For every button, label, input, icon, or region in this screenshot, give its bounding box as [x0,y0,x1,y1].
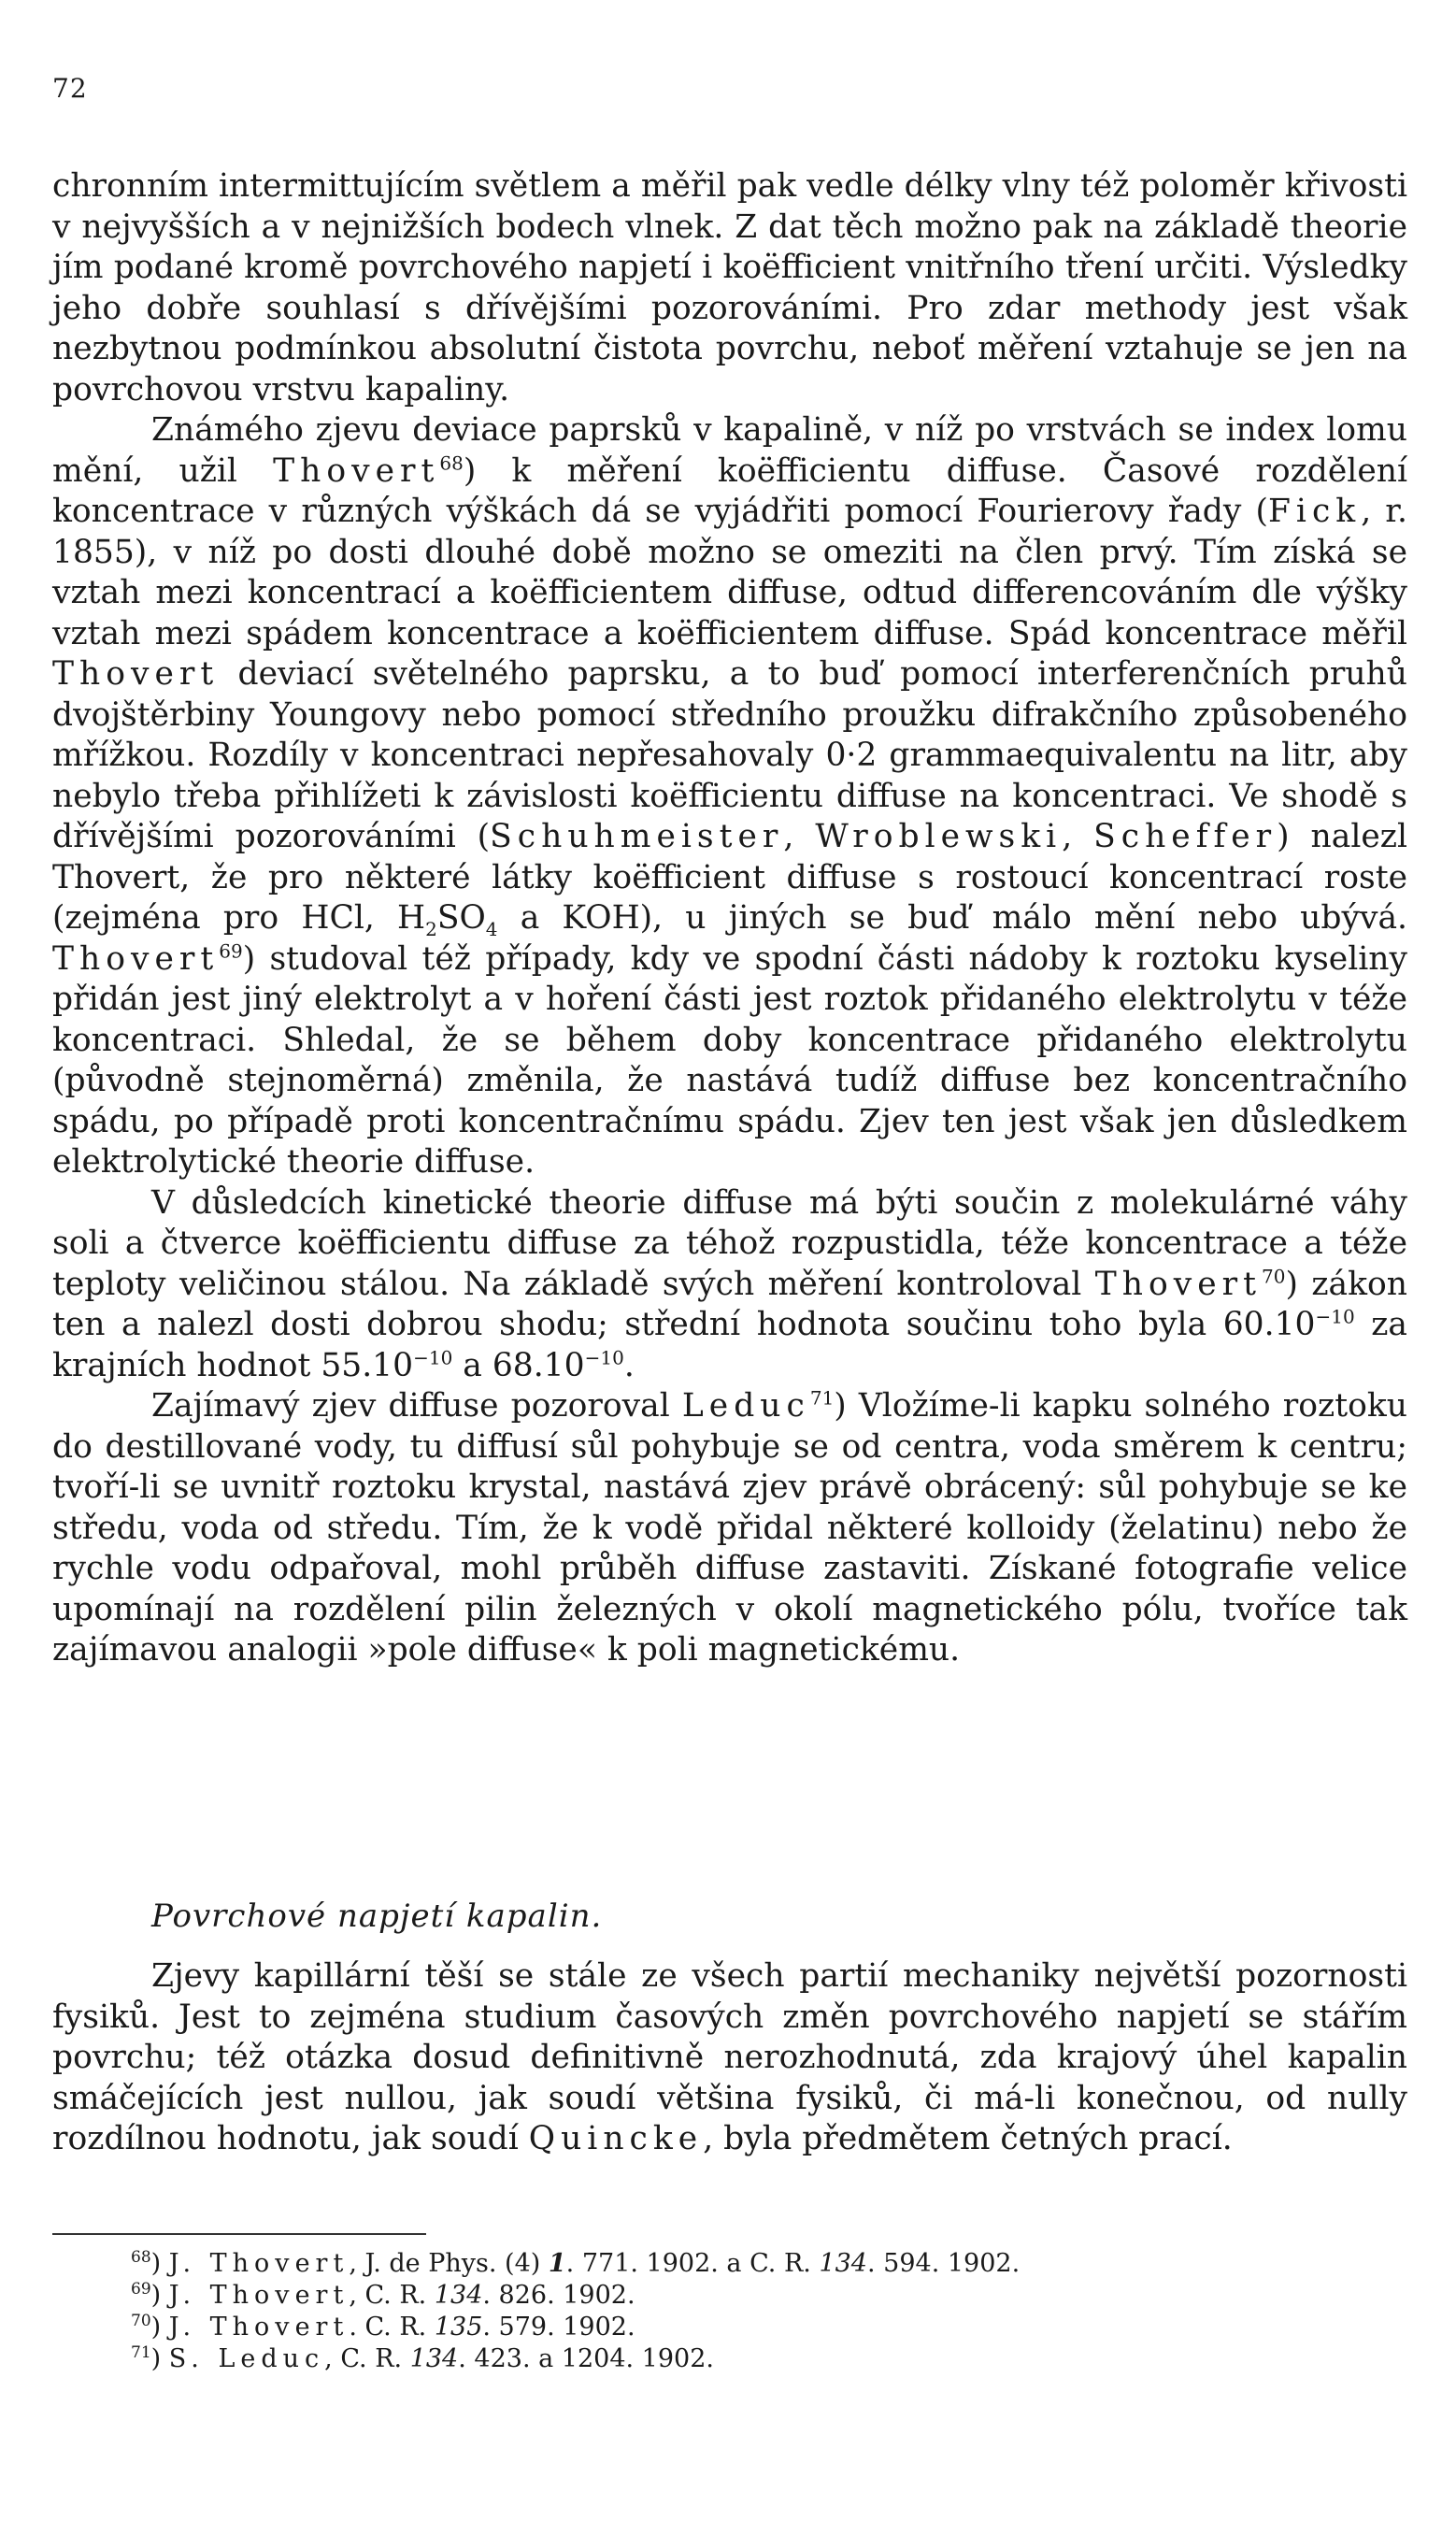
footnote-text: , C. R. [349,2281,435,2310]
footnote-text: . 826. 1902. [482,2281,635,2310]
author-name: Quincke [528,2120,704,2157]
footnote: $^{68}$) J. Thovert, J. de Phys. (4) 1. 771. 1902. a C. R. 134. 594. 1902. [131,2248,1021,2278]
paragraph-text: Známého zjevu deviace paprsků v kapalině, v níž po vrstvách se index lomu mění, užil [52,411,1407,490]
paragraph-text: ) studoval též případy, kdy ve spodní části nádoby k roztoku kyseliny přidán jest jiný elektrolyt a v hoření části jest roztok přidaného elektrolytu v téže koncentraci. Shledal, že se během doby koncentrace přidaného elektrolytu (původně stejnoměrná) změnila, že nastává tudíž diffuse bez koncentračního spádu, po případě proti koncentračnímu spádu. Zjev ten jest však jen důsledkem elektrolytické theorie diffuse. [52,939,1407,1181]
footnote-author: J. Thovert [168,2313,350,2342]
footnote-mark: 69 [131,2280,151,2299]
footnote-ref: 69 [219,939,243,962]
paragraph [52,1386,1407,1671]
footnote: $^{70}$) J. Thovert. C. R. 135. 579. 1902. [131,2312,635,2342]
footnote-volume: 134 [434,2281,483,2310]
main-text [52,166,1407,1671]
page-number: 72 [52,73,88,104]
footnote: $^{71}$) S. Leduc, C. R. 134. 423. a 1204. 1902. [131,2343,714,2373]
footnote-text: . C. R. [349,2313,435,2342]
paragraph-text: Zajímavý zjev diffuse pozoroval [151,1387,682,1425]
author-name: Leduc [681,1387,810,1425]
footnote-author: J. Thovert [168,2249,350,2278]
paragraph-text: , r. 1855), v níž po dosti dlouhé době možno se omeziti na člen prvý. Tím získá se vztah mezi koncentrací a koëfficientem diffuse, odtud differencováním dle výšky vztah mezi spádem koncentrace a koëfficientem diffuse. Spád koncentrace měřil [52,493,1407,652]
footnotes [131,2248,1020,2375]
paragraph-text: a KOH), u jiných se buď málo mění nebo ubývá. [497,899,1407,937]
footnote-text: . 771. 1902. a C. R. [565,2249,820,2278]
footnote-divider [52,2233,426,2235]
footnote-text: . 423. a 1204. 1902. [458,2344,714,2373]
footnote-mark: 68 [131,2248,151,2267]
footnote-author: J. Thovert [168,2281,350,2310]
author-name: Thovert [52,655,220,693]
footnote: $^{69}$) J. Thovert, C. R. 134. 826. 1902. [131,2280,635,2310]
paragraph-text: ) k měření koëfficientu diffuse. Časové rozdělení koncentrace v různých výškách dá se vyjádřiti pomocí Fourierovy řady ( [52,451,1407,530]
author-name: Schuhmeister [490,818,784,855]
footnote-volume: 135 [434,2313,483,2342]
author-name: Thovert [52,939,220,978]
paragraph-text: , [1062,818,1094,855]
footnote-volume: 1 [548,2249,566,2278]
paragraph [52,1956,1407,2160]
paragraph-text: V důsledcích kinetické theorie diffuse má býti součin z molekulárné váhy soli a čtverce koëfficientu diffuse za téhož rozpustidla, téže koncentrace a téže teploty veličinou stálou. Na základě svých měření kontroloval [52,1183,1407,1303]
paragraph-text: deviací světelného paprsku, a to buď pomocí interferenčních pruhů dvojštěrbiny Youngovy nebo pomocí středního proužku difrakčního způsobeného mřížkou. Rozdíly v koncentraci nepřesahovaly 0·2 grammaequivalentu na litr, aby nebylo třeba přihlížeti k závislosti koëfficientu diffuse na koncentraci. Ve shodě s dřívějšími pozorováními ( [52,655,1407,855]
footnote-ref: 70 [1261,1265,1286,1287]
paragraph-text: ) nalezl Thovert, že pro některé látky koëfficient diffuse s rostoucí koncentrací roste (zejména pro HCl, H [52,818,1407,937]
author-name: Scheffer [1093,818,1278,855]
footnote-mark: 71 [131,2343,151,2362]
author-name: Wroblewski [815,818,1063,855]
footnote-text: , C. R. [324,2344,410,2373]
section-text [52,1956,1407,2160]
paragraph-text: Zjevy kapillární těší se stále ze všech partií mechaniky největší pozornosti fysiků. Jest to zejména studium časových změn povrchového napjetí se stářím povrchu; též otázka dosud definitivně nerozhodnutá, zda krajový úhel kapalin smáčejících jest nullou, jak soudí většina fysiků, či má-li konečnou, od nully rozdílnou hodnotu, jak soudí [52,1957,1407,2157]
paragraph-text: a 68.10 [452,1346,585,1384]
paragraph-text: za krajních hodnot 55.10 [52,1306,1408,1384]
footnote-text: , J. de Phys. (4) [349,2249,549,2278]
footnote-ref: 68 [439,451,464,474]
footnote-author: S. Leduc [168,2344,325,2373]
subscript: 4 [485,917,498,940]
footnote-volume: 134 [409,2344,459,2373]
paragraph-text: SO [436,899,486,937]
paragraph [52,410,1407,1183]
paragraph-text: chronním intermittujícím světlem a měřil pak vedle délky vlny též poloměr křivosti v nejvyšších a v nejnižších bodech vlnek. Z dat těch možno pak na základě theorie jím podané kromě povrchového napjetí i koëfficient vnitřního tření určiti. Výsledky jeho dobře souhlasí s dřívějšími pozorováními. Pro zdar methody jest však nezbytnou podmínkou absolutní čistota povrchu, neboť měření vztahuje se jen na povrchovou vrstvu kapaliny. [52,167,1407,408]
exponent: −10 [413,1346,453,1368]
author-name: Thovert [273,451,440,490]
paragraph-text: ) zákon ten a nalezl dosti dobrou shodu; střední hodnota součinu toho byla 60.10 [52,1265,1407,1343]
footnote-text: . 579. 1902. [482,2313,635,2342]
section-heading: Povrchové napjetí kapalin. [151,1898,603,1935]
paragraph-text: , [783,818,816,855]
paragraph [52,1183,1407,1387]
footnote-text: . 594. 1902. [867,2249,1021,2278]
paragraph [52,166,1407,410]
exponent: −10 [1315,1305,1355,1328]
footnote-mark: 70 [131,2312,151,2330]
subscript: 2 [425,917,437,940]
paragraph-text: , byla předmětem četných prací. [703,2120,1233,2157]
paragraph-text: ) Vložíme-li kapku solného roztoku do destillované vody, tu diffusí sůl pohybuje se od centra, voda směrem k centru; tvoří-li se uvnitř roztoku krystal, nastává zjev právě obrácený: sůl pohybuje se ke středu, voda od středu. Tím, že k vodě přidal některé kolloidy (želatinu) nebo že rychle vodu odpařoval, mohl průběh diffuse zastaviti. Získané fotografie velice upomínají na rozdělení pilin železných v okolí magnetického pólu, tvoříce tak zajímavou analogii »pole diffuse« k poli magnetickému. [52,1387,1407,1669]
exponent: −10 [584,1346,624,1368]
author-name: Fick [1267,493,1362,530]
footnote-volume: 134 [819,2249,867,2278]
footnote-ref: 71 [809,1386,835,1410]
paragraph-text: . [623,1346,635,1384]
author-name: Thovert [1094,1265,1262,1303]
